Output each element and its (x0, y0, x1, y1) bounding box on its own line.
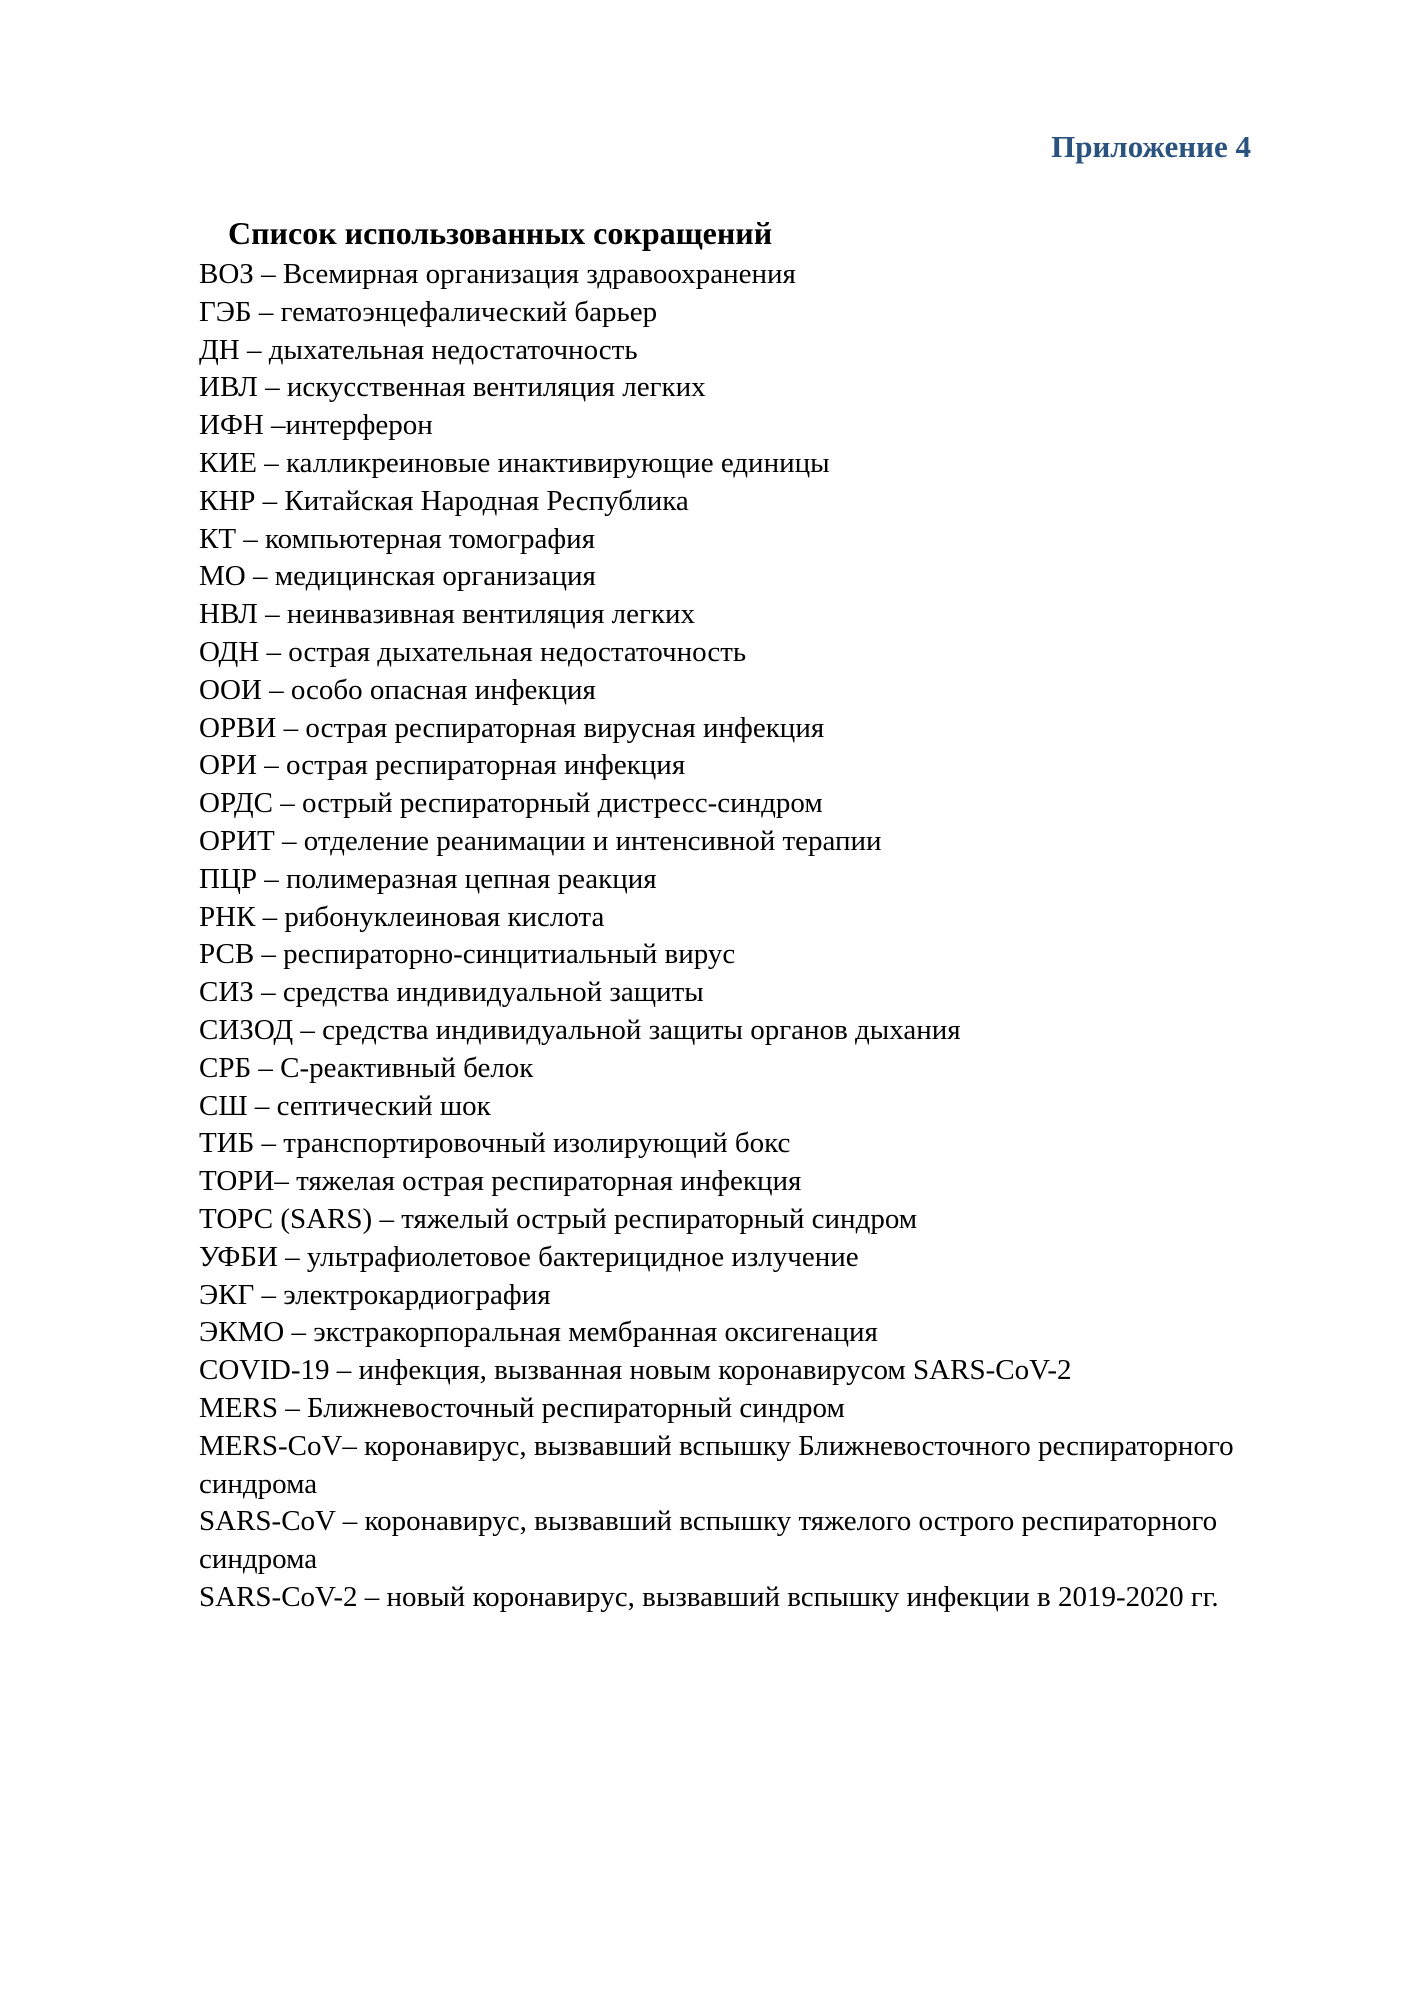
abbreviation-entry: MERS – Ближневосточный респираторный синдром (199, 1391, 845, 1424)
abbreviation-entry: СИЗОД – средства индивидуальной защиты органов дыхания (199, 1013, 961, 1046)
abbreviation-list (199, 256, 1259, 1617)
abbreviation-entry: ОДН – острая дыхательная недостаточность (199, 635, 747, 668)
page-title: Список использованных сокращений (228, 215, 773, 252)
abbreviation-entry: СШ – септический шок (199, 1089, 491, 1122)
abbreviation-entry: ЭКМО – экстракорпоральная мембранная оксигенация (199, 1316, 878, 1349)
abbreviation-entry: ГЭБ – гематоэнцефалический барьер (199, 295, 658, 328)
abbreviation-entry: ООИ – особо опасная инфекция (199, 673, 596, 706)
abbreviation-entry: РНК – рибонуклеиновая кислота (199, 900, 605, 933)
abbreviation-entry: ТОРИ– тяжелая острая респираторная инфекция (199, 1165, 802, 1198)
abbreviation-entry: SARS-CoV – коронавирус, вызвавший вспышку тяжелого острого респираторного синдрома (199, 1505, 1218, 1576)
abbreviation-entry: КИЕ – калликреиновые инактивирующие единицы (199, 446, 830, 479)
abbreviation-entry: ТОРС (SARS) – тяжелый острый респираторный синдром (199, 1202, 918, 1235)
abbreviation-entry: НВЛ – неинвазивная вентиляция легких (199, 598, 696, 631)
abbreviation-entry: МО – медицинская организация (199, 560, 596, 593)
abbreviation-entry: ОРВИ – острая респираторная вирусная инфекция (199, 711, 825, 744)
abbreviation-entry: СИЗ – средства индивидуальной защиты (199, 976, 704, 1009)
abbreviation-entry: COVID-19 – инфекция, вызванная новым коронавирусом SARS-CoV-2 (199, 1354, 1072, 1387)
abbreviation-entry: ПЦР – полимеразная цепная реакция (199, 862, 657, 895)
abbreviation-entry: ОРДС – острый респираторный дистресс-синдром (199, 787, 823, 820)
abbreviation-entry: ИФН –интерферон (199, 409, 433, 442)
abbreviation-entry: MERS-CoV– коронавирус, вызвавший вспышку Ближневосточного респираторного синдрома (199, 1429, 1234, 1500)
abbreviation-entry: КНР – Китайская Народная Республика (199, 484, 689, 517)
appendix-label: Приложение 4 (1051, 129, 1251, 164)
abbreviation-entry: КТ – компьютерная томография (199, 522, 596, 555)
abbreviation-entry: СРБ – С-реактивный белок (199, 1051, 534, 1084)
abbreviation-entry: ВОЗ – Всемирная организация здравоохранения (199, 258, 796, 290)
abbreviation-entry: ОРИТ – отделение реанимации и интенсивной терапии (199, 824, 882, 857)
abbreviation-entry: ТИБ – транспортировочный изолирующий бокс (199, 1127, 791, 1160)
abbreviation-entry: ЭКГ – электрокардиография (199, 1278, 551, 1311)
abbreviation-entry: ДН – дыхательная недостаточность (199, 333, 638, 366)
abbreviation-entry: УФБИ – ультрафиолетовое бактерицидное излучение (199, 1240, 859, 1273)
abbreviation-entry: ИВЛ – искусственная вентиляция легких (199, 371, 706, 404)
abbreviation-entry: РСВ – респираторно-синцитиальный вирус (199, 938, 736, 971)
abbreviation-entry: ОРИ – острая респираторная инфекция (199, 749, 686, 782)
abbreviation-entry: SARS-CoV-2 – новый коронавирус, вызвавший вспышку инфекции в 2019-2020 гг. (199, 1580, 1219, 1613)
